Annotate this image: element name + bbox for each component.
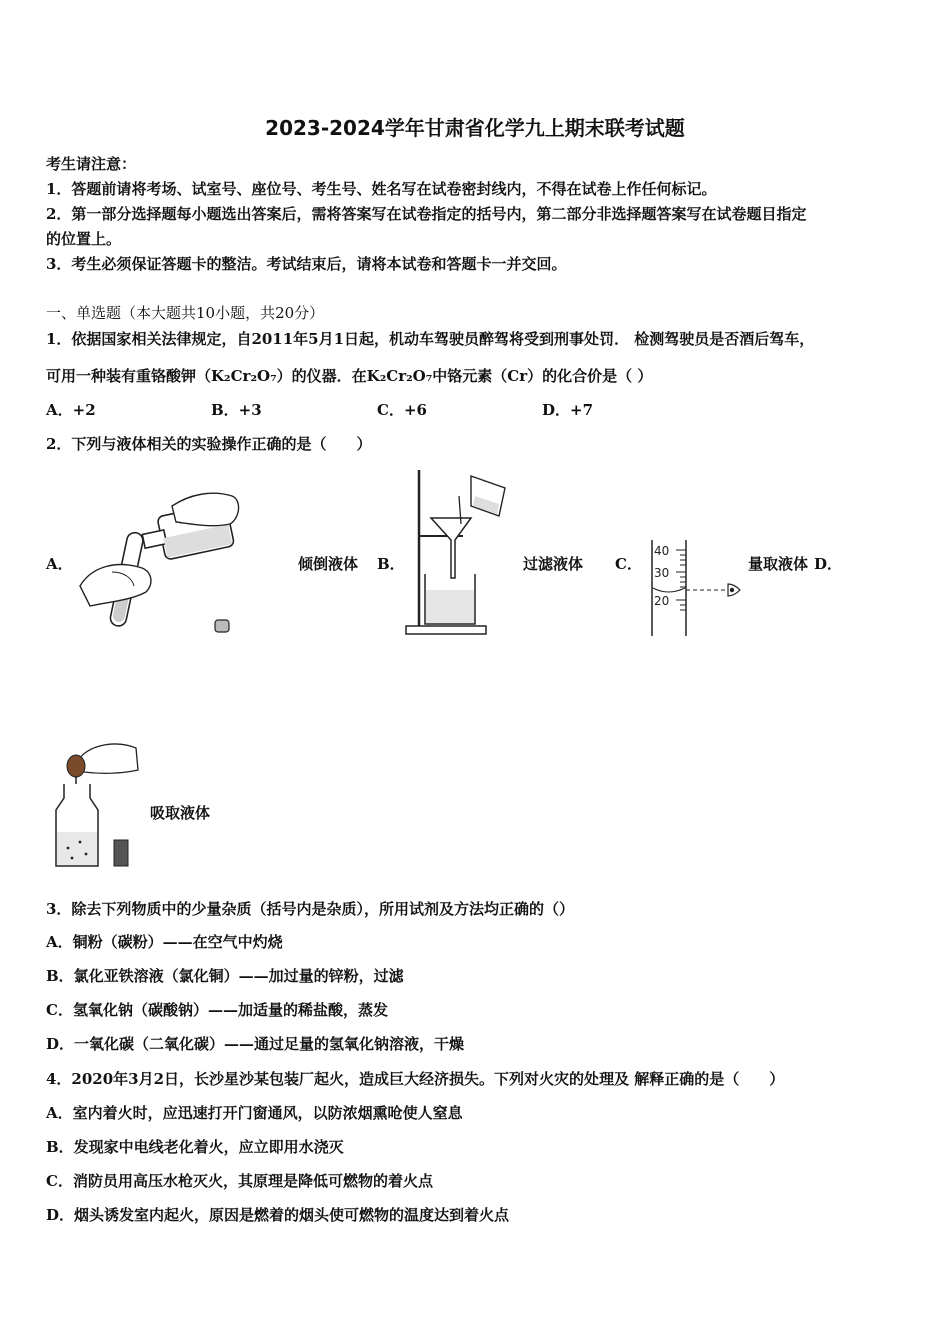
- notice-heading: 考生请注意：: [46, 155, 137, 173]
- q2-label-d: D．: [814, 555, 843, 573]
- q4-option-c: C．消防员用高压水枪灭火，其原理是降低可燃物的着火点: [46, 1172, 433, 1190]
- q1-stem-line2: 可用一种装有重铬酸钾（K₂Cr₂O₇）的仪器．在K₂Cr₂O₇中铬元素（Cr）的化合价是（ ）: [46, 367, 653, 385]
- cylinder-tick-40: 40: [654, 544, 670, 558]
- q2-label-c: C．: [615, 555, 642, 573]
- dropper-figure: [50, 740, 142, 870]
- q2-stem: 2．下列与液体相关的实验操作正确的是（ ）: [46, 435, 372, 453]
- filtration-figure: [403, 466, 515, 638]
- q3-option-a: A．铜粉（碳粉）——在空气中灼烧: [46, 933, 283, 951]
- cylinder-tick-30: 30: [654, 566, 670, 580]
- measuring-cylinder-figure: [646, 538, 746, 638]
- q2-caption-a: 倾倒液体: [298, 555, 359, 573]
- q2-label-b: B．: [377, 555, 405, 573]
- q1-option-d: D．+7: [542, 401, 594, 419]
- q2-label-a: A．: [46, 555, 73, 573]
- notice-item-3: 3．考生必须保证答题卡的整洁。考试结束后，请将本试卷和答题卡一并交回。: [46, 255, 567, 273]
- q4-option-b: B．发现家中电线老化着火，应立即用水浇灭: [46, 1138, 344, 1156]
- notice-item-2-cont: 的位置上。: [46, 230, 122, 248]
- q3-option-d: D．一氧化碳（二氧化碳）——通过足量的氢氧化钠溶液，干燥: [46, 1035, 465, 1053]
- q3-option-c: C．氢氧化钠（碳酸钠）——加适量的稀盐酸，蒸发: [46, 1001, 388, 1019]
- q1-stem-line1: 1．依据国家相关法律规定，自2011年5月1日起，机动车驾驶员醉驾将受到刑事处罚． 检测驾驶员是否酒后驾车，: [46, 330, 815, 348]
- q4-option-d: D．烟头诱发室内起火，原因是燃着的烟头使可燃物的温度达到着火点: [46, 1206, 510, 1224]
- q2-caption-c: 量取液体: [748, 555, 809, 573]
- pouring-liquid-figure: [72, 488, 247, 640]
- notice-item-2: 2．第一部分选择题每小题选出答案后，需将答案写在试卷指定的括号内，第二部分非选择题答案写在试卷题目指定: [46, 205, 807, 223]
- section-heading: 一、单选题（本大题共10小题，共20分）: [46, 304, 325, 322]
- notice-item-1: 1．答题前请将考场、试室号、座位号、考生号、姓名写在试卷密封线内，不得在试卷上作任何标记。: [46, 180, 717, 198]
- q3-option-b: B．氯化亚铁溶液（氯化铜）——加过量的锌粉，过滤: [46, 967, 404, 985]
- q4-stem: 4．2020年3月2日，长沙星沙某包装厂起火，造成巨大经济损失。下列对火灾的处理及 解释正确的是（ ）: [46, 1070, 785, 1088]
- cylinder-tick-20: 20: [654, 594, 670, 608]
- q1-option-b: B．+3: [211, 401, 262, 419]
- q2-caption-d: 吸取液体: [150, 804, 211, 822]
- page-title: 2023-2024学年甘肃省化学九上期末联考试题: [265, 116, 685, 140]
- q2-caption-b: 过滤液体: [523, 555, 584, 573]
- q3-stem: 3．除去下列物质中的少量杂质（括号内是杂质），所用试剂及方法均正确的（）: [46, 900, 574, 918]
- q4-option-a: A．室内着火时，应迅速打开门窗通风，以防浓烟熏呛使人窒息: [46, 1104, 463, 1122]
- q1-option-c: C．+6: [377, 401, 427, 419]
- q1-option-a: A．+2: [46, 401, 96, 419]
